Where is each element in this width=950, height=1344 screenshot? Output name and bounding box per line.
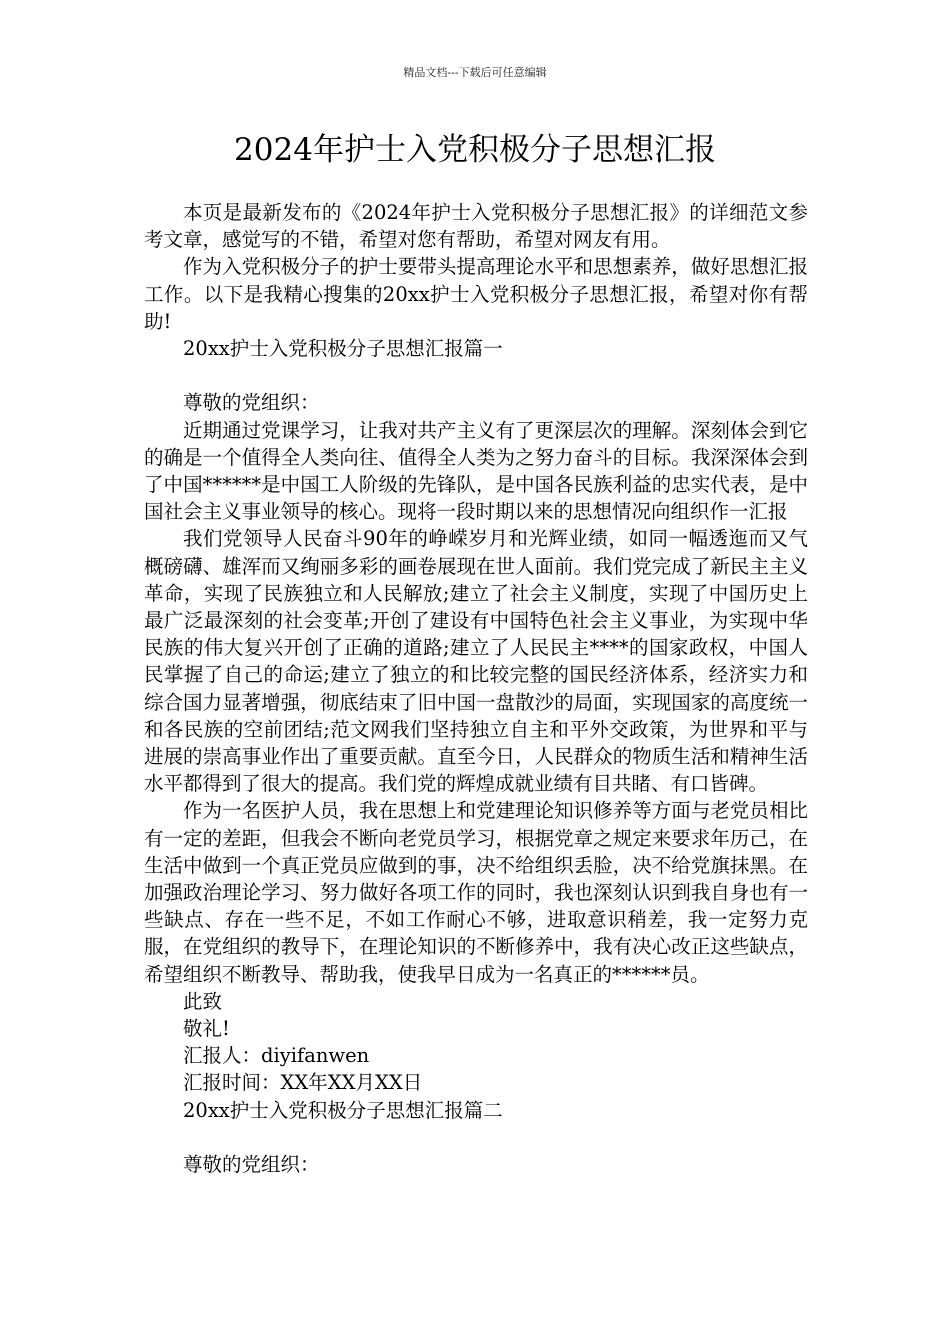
report-date-line: 汇报时间：XX年XX月XX日 <box>183 1071 423 1095</box>
body-paragraph: 近期通过党课学习，让我对共产主义有了更深层次的理解。深刻体会到它的确是一个值得全人类向往、值得全人类为之努力奋斗的目标。我深深体会到了中国******是中国工人阶级的先锋队，是中国各民族利益的忠实代表，是中国社会主义事业领导的核心。现将一段时期以来的思想情况向组织作一汇报 <box>144 418 808 524</box>
closing-line: 此致 <box>183 989 223 1013</box>
intro-paragraph: 作为入党积极分子的护士要带头提高理论水平和思想素养，做好思想汇报工作。以下是我精心搜集的20xx护士入党积极分子思想汇报，希望对你有帮助! <box>144 255 808 333</box>
section-heading-two: 20xx护士入党积极分子思想汇报篇二 <box>183 1098 503 1122</box>
document-body <box>144 199 808 1178</box>
section-heading-one: 20xx护士入党积极分子思想汇报篇一 <box>183 337 503 361</box>
salutation: 尊敬的党组织： <box>183 391 320 415</box>
reporter-line: 汇报人：diyifanwen <box>183 1044 370 1068</box>
closing-line: 敬礼! <box>183 1017 230 1041</box>
body-paragraph: 我们党领导人民奋斗90年的峥嵘岁月和光辉业绩，如同一幅透迤而又气概磅礴、雄浑而又绚丽多彩的画卷展现在世人面前。我们党完成了新民主主义革命，实现了民族独立和人民解放;建立了社会主义制度，实现了中国历史上最广泛最深刻的社会变革;开创了建设有中国特色社会主义事业，为实现中华民族的伟大复兴开创了正确的道路;建立了人民民主****的国家政权，中国人民掌握了自己的命运;建立了独立的和比较完整的国民经济体系，经济实力和综合国力显著增强，彻底结束了旧中国一盘散沙的局面，实现国家的高度统一和各民族的空前团结;范文网我们坚持独立自主和平外交政策，为世界和平与进展的崇高事业作出了重要贡献。直至今日，人民群众的物质生活和精神生活水平都得到了很大的提高。我们党的辉煌成就业绩有目共睹、有口皆碑。 <box>144 527 808 796</box>
page-header-note: 精品文档---下载后可任意编辑 <box>403 66 547 79</box>
blank-line <box>144 1124 808 1151</box>
salutation: 尊敬的党组织： <box>183 1153 320 1177</box>
blank-line <box>144 362 808 389</box>
body-paragraph: 作为一名医护人员，我在思想上和党建理论知识修养等方面与老党员相比有一定的差距，但我会不断向老党员学习，根据党章之规定来要求年历己，在生活中做到一个真正党员应做到的事，决不给组织丢脸，决不给党旗抹黑。在加强政治理论学习、努力做好各项工作的同时，我也深刻认识到我自身也有一些缺点、存在一些不足，不如工作耐心不够，进取意识稍差，我一定努力克服，在党组织的教导下，在理论知识的不断修养中，我有决心改正这些缺点，希望组织不断教导、帮助我，使我早日成为一名真正的******员。 <box>144 799 808 986</box>
intro-paragraph: 本页是最新发布的《2024年护士入党积极分子思想汇报》的详细范文参考文章，感觉写的不错，希望对您有帮助，希望对网友有用。 <box>144 201 808 252</box>
document-title: 2024年护士入党积极分子思想汇报 <box>234 132 716 168</box>
